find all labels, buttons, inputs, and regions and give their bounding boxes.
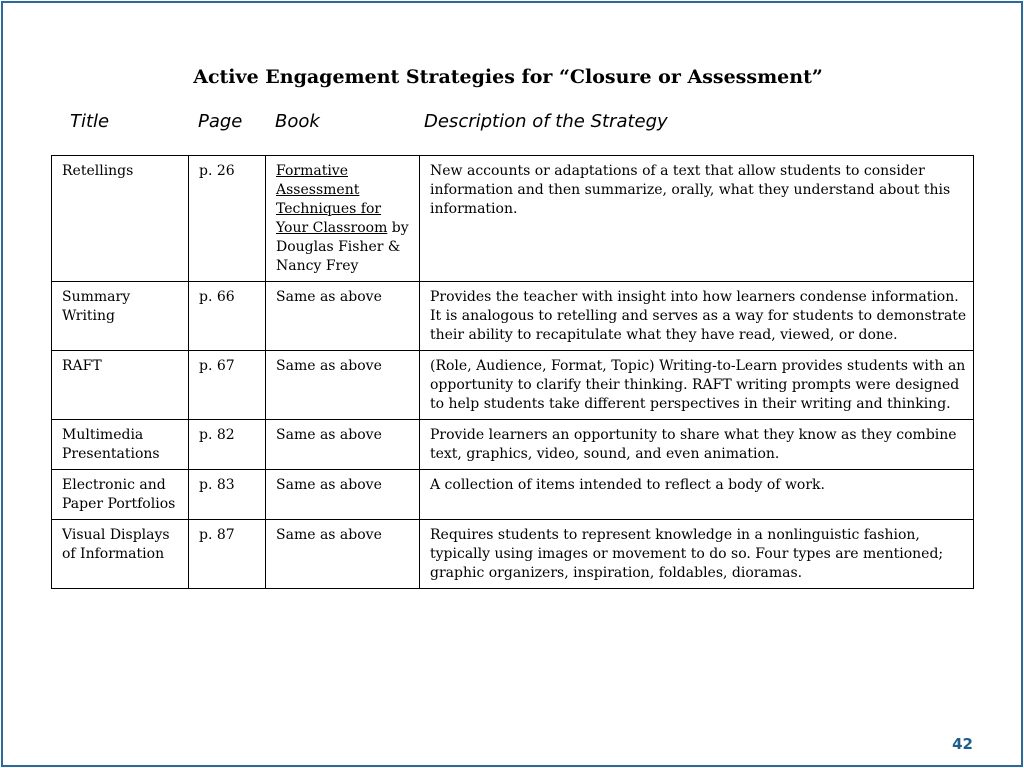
page-cell: p. 67 <box>189 351 266 420</box>
book-cell: Same as above <box>266 470 420 520</box>
slide-title: Active Engagement Strategies for “Closure or Assessment” <box>193 66 823 88</box>
book-cell: Same as above <box>266 420 420 470</box>
strategy-title-cell: Retellings <box>52 156 189 282</box>
table-row <box>52 420 974 470</box>
strategy-title-cell: Summary Writing <box>52 282 189 351</box>
page-cell: p. 82 <box>189 420 266 470</box>
page-cell: p. 87 <box>189 520 266 589</box>
strategy-title-cell: RAFT <box>52 351 189 420</box>
description-cell: Provide learners an opportunity to share what they know as they combine text, graphics, video, sound, and even animation. <box>420 420 974 470</box>
table-row <box>52 351 974 420</box>
table-row <box>52 282 974 351</box>
heading-title: Title <box>70 111 110 132</box>
book-cell <box>266 156 420 282</box>
book-author: by Douglas Fisher & Nancy Frey <box>276 220 409 274</box>
page-cell: p. 83 <box>189 470 266 520</box>
heading-book: Book <box>275 111 320 132</box>
strategies-table <box>51 155 974 589</box>
table-row <box>52 156 974 282</box>
strategy-title-cell: Visual Displays of Information <box>52 520 189 589</box>
book-cell: Same as above <box>266 520 420 589</box>
book-cell: Same as above <box>266 351 420 420</box>
strategy-title-cell: Multimedia Presentations <box>52 420 189 470</box>
heading-page: Page <box>198 111 243 132</box>
description-cell: New accounts or adaptations of a text that allow students to consider information and then summarize, orally, what they understand about this information. <box>420 156 974 282</box>
description-cell: Requires students to represent knowledge in a nonlinguistic fashion, typically using images or movement to do so. Four types are mentioned; graphic organizers, inspiration, foldables, dioramas. <box>420 520 974 589</box>
description-cell: (Role, Audience, Format, Topic) Writing-to-Learn provides students with an opportunity to clarify their thinking. RAFT writing prompts were designed to help students take different perspectives in their writing and thinking. <box>420 351 974 420</box>
table-row <box>52 520 974 589</box>
table-row <box>52 470 974 520</box>
page-cell: p. 26 <box>189 156 266 282</box>
book-title: Formative Assessment Techniques for Your Classroom <box>276 163 388 236</box>
strategy-title-cell: Electronic and Paper Portfolios <box>52 470 189 520</box>
book-cell: Same as above <box>266 282 420 351</box>
page-number: 42 <box>952 735 973 753</box>
description-cell: A collection of items intended to reflect a body of work. <box>420 470 974 520</box>
description-cell: Provides the teacher with insight into how learners condense information. It is analogous to retelling and serves as a way for students to demonstrate their ability to recapitulate what they have read, viewed, or done. <box>420 282 974 351</box>
heading-description: Description of the Strategy <box>424 111 668 132</box>
page-cell: p. 66 <box>189 282 266 351</box>
